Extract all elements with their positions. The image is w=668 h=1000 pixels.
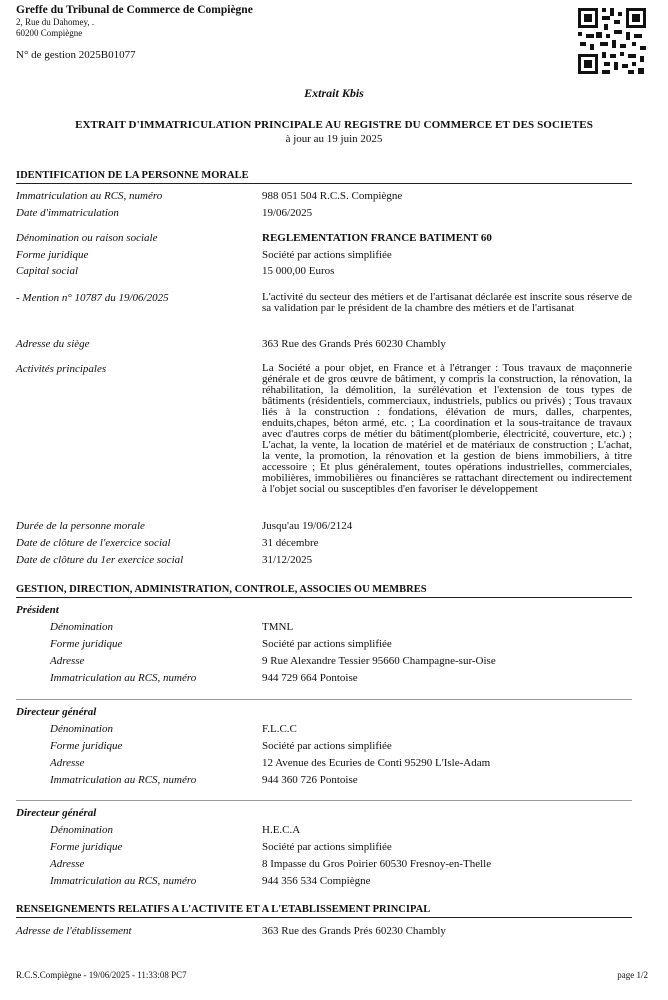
member-name: TMNL [262, 621, 294, 633]
section-divider [16, 597, 632, 598]
field-label: Immatriculation au RCS, numéro [50, 672, 197, 684]
qr-code-icon [576, 6, 648, 76]
greffe-name: Greffe du Tribunal de Commerce de Compiègne [16, 4, 253, 16]
field-label: Durée de la personne morale [16, 520, 145, 532]
legal-form: Société par actions simplifiée [262, 249, 392, 261]
document-type: Extrait Kbis [304, 86, 364, 100]
member-address: 9 Rue Alexandre Tessier 95660 Champagne-sur-Oise [262, 655, 496, 667]
member-legal-form: Société par actions simplifiée [262, 638, 392, 650]
mention-text: L'activité du secteur des métiers et de l'artisanat déclarée est inscrite sous réserve de sa validation par le président de la chambre des métiers et de l'artisanat [262, 291, 632, 314]
member-address: 8 Impasse du Gros Poirier 60530 Fresnoy-en-Thelle [262, 858, 492, 870]
member-name: F.L.C.C [262, 723, 297, 735]
document-date: à jour au 19 juin 2025 [285, 133, 383, 145]
member-name: H.E.C.A [262, 824, 301, 836]
member-rcs: 944 356 534 Compiègne [262, 875, 371, 887]
member-divider [16, 800, 632, 801]
management-heading: GESTION, DIRECTION, ADMINISTRATION, CONTROLE, ASSOCIES OU MEMBRES [16, 584, 427, 595]
registration-date: 19/06/2025 [262, 207, 313, 219]
member-role: Président [16, 604, 59, 616]
head-office-address: 363 Rue des Grands Prés 60230 Chambly [262, 338, 446, 350]
first-fiscal-year-end: 31/12/2025 [262, 554, 313, 566]
field-label: Dénomination [50, 723, 113, 735]
greffe-address-line2: 60200 Compiègne [16, 28, 83, 38]
field-label: Date de clôture de l'exercice social [16, 537, 171, 549]
greffe-address-line1: 2, Rue du Dahomey, . [16, 17, 95, 27]
section-divider [16, 183, 632, 184]
page-number: page 1/2 [617, 970, 648, 980]
field-label: Forme juridique [16, 249, 89, 261]
member-divider [16, 699, 632, 700]
field-label: - Mention n° 10787 du 19/06/2025 [16, 292, 169, 304]
member-role: Directeur général [16, 807, 97, 819]
field-label: Date de clôture du 1er exercice social [16, 554, 184, 566]
section-divider [16, 917, 632, 918]
fiscal-year-end: 31 décembre [262, 537, 319, 549]
establishment-address: 363 Rue des Grands Prés 60230 Chambly [262, 925, 446, 937]
member-rcs: 944 360 726 Pontoise [262, 774, 358, 786]
activity-heading: RENSEIGNEMENTS RELATIFS A L'ACTIVITE ET A L'ETABLISSEMENT PRINCIPAL [16, 904, 431, 915]
member-role: Directeur général [16, 706, 97, 718]
document-title: EXTRAIT D'IMMATRICULATION PRINCIPALE AU REGISTRE DU COMMERCE ET DES SOCIETES [75, 119, 593, 131]
footer-reference: R.C.S.Compiègne - 19/06/2025 - 11:33:08 PC7 [16, 970, 187, 980]
field-label: Forme juridique [50, 638, 123, 650]
member-address: 12 Avenue des Ecuries de Conti 95290 L'Isle-Adam [262, 757, 491, 769]
field-label: Forme juridique [50, 841, 123, 853]
member-rcs: 944 729 664 Pontoise [262, 672, 358, 684]
field-label: Immatriculation au RCS, numéro [16, 190, 163, 202]
field-label: Adresse [50, 655, 85, 667]
field-label: Activités principales [16, 363, 107, 375]
member-legal-form: Société par actions simplifiée [262, 740, 392, 752]
field-label: Adresse [50, 757, 85, 769]
field-label: Date d'immatriculation [16, 207, 119, 219]
rcs-number: 988 051 504 R.C.S. Compiègne [262, 190, 403, 202]
field-label: Immatriculation au RCS, numéro [50, 875, 197, 887]
identification-heading: IDENTIFICATION DE LA PERSONNE MORALE [16, 170, 249, 181]
company-name: REGLEMENTATION FRANCE BATIMENT 60 [262, 232, 492, 244]
company-duration: Jusqu'au 19/06/2124 [262, 520, 353, 532]
gestion-number: N° de gestion 2025B01077 [16, 49, 136, 61]
member-legal-form: Société par actions simplifiée [262, 841, 392, 853]
field-label: Adresse [50, 858, 85, 870]
field-label: Dénomination [50, 824, 113, 836]
field-label: Dénomination ou raison sociale [16, 232, 158, 244]
field-label: Adresse de l'établissement [16, 925, 132, 937]
field-label: Immatriculation au RCS, numéro [50, 774, 197, 786]
field-label: Capital social [16, 265, 79, 277]
field-label: Forme juridique [50, 740, 123, 752]
share-capital: 15 000,00 Euros [262, 265, 335, 277]
main-activities: La Société a pour objet, en France et à l'étranger : Tous travaux de maçonnerie générale et de gros œuvre de bâtiment, y compris la construction, la rénovation, la réhabilitation, la démolition, la surélévation et l'extension de tous types de bâtiments (résidentiels, commerciaux, industriels, publics ou privés) ; Tous travaux liés à la construction : fondations, élévation de murs, dalles, charpentes, enduits,chapes, béton armé, etc. ; La coordination et la sous-traitance de travaux avec d'autres corps de métier du bâtiment(plomberie, électricité, couverture, etc.) ; L'achat, la vente, la location de matériel et de matériaux de construction ; L'achat, la vente, la promotion, la rénovation et la gestion de biens immobiliers, à titre accessoire ; Et plus généralement, toutes opérations industrielles, commerciales, mobilières, immobilières ou financières se rattachant directement ou indirectement à l'objet social ou susceptibles d'en favoriser le développement [262, 362, 632, 495]
field-label: Adresse du siège [16, 338, 90, 350]
field-label: Dénomination [50, 621, 113, 633]
